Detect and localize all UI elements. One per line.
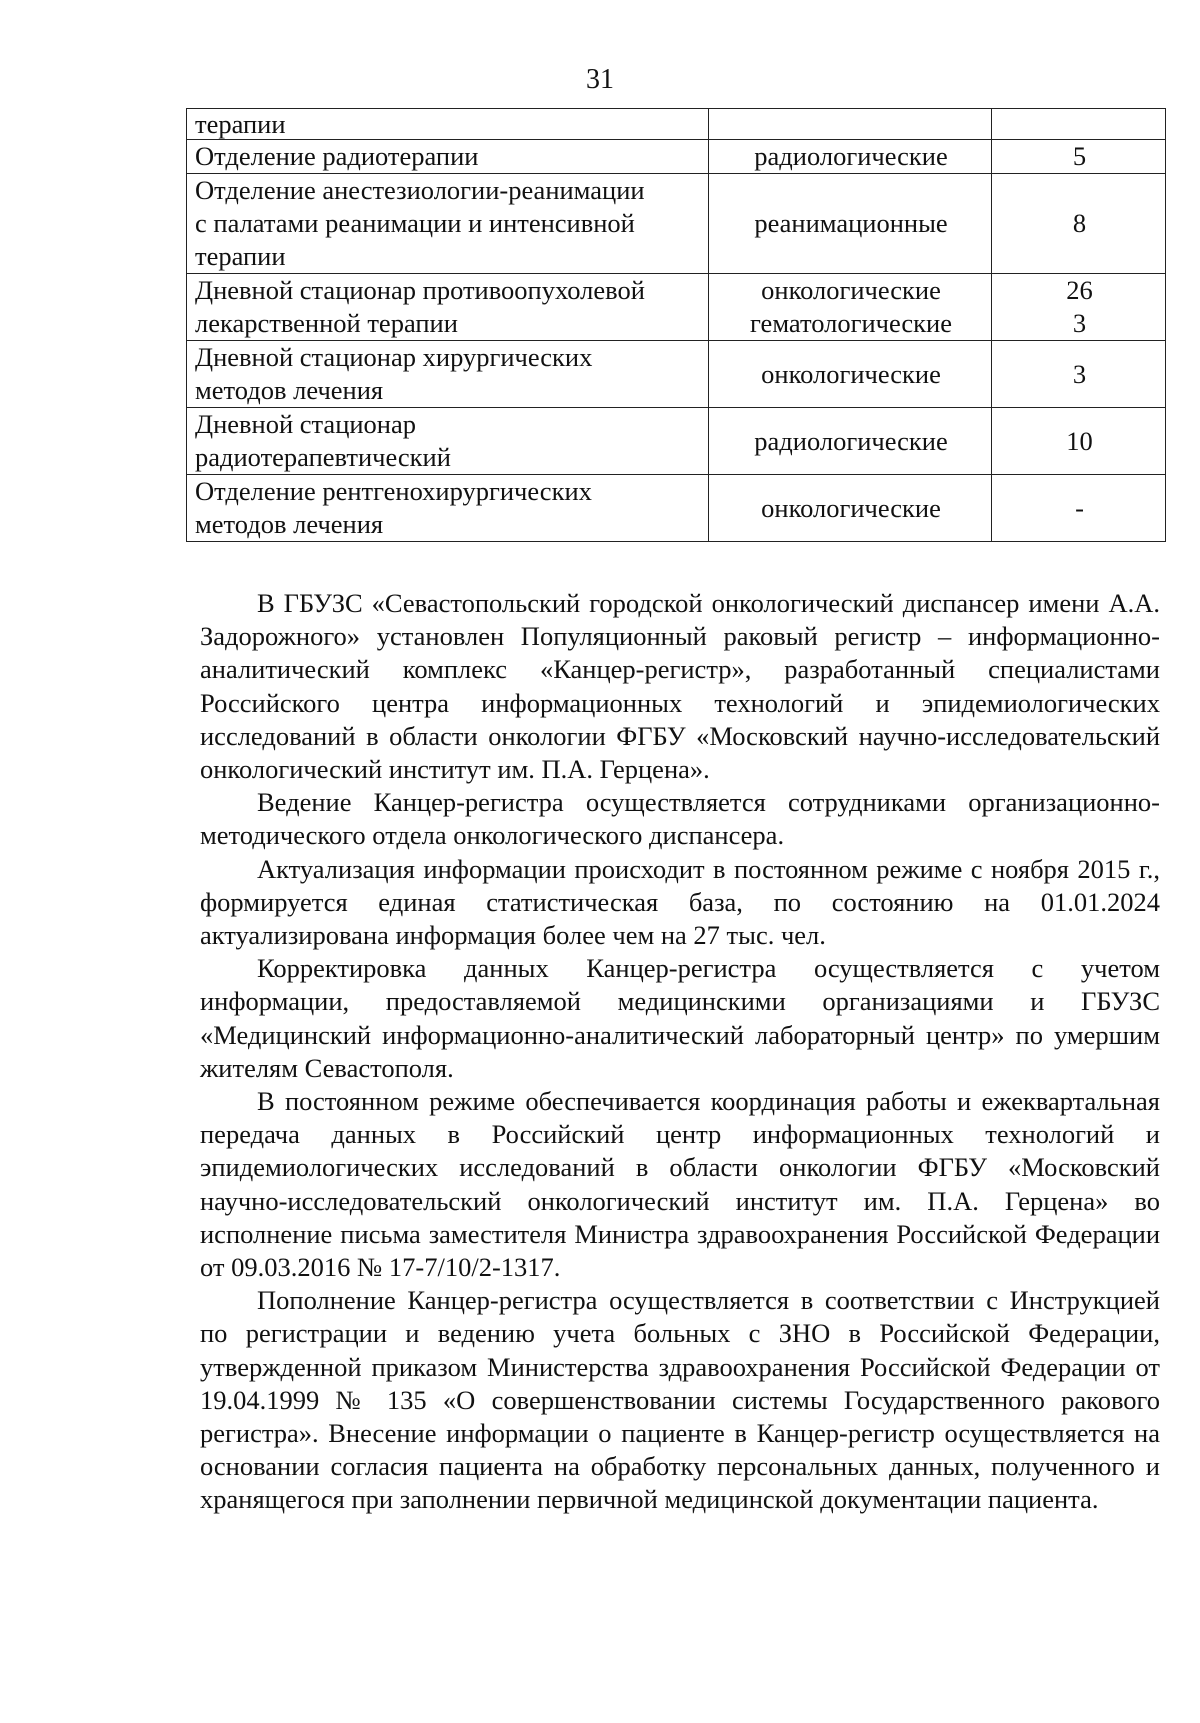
department-name-line: методов лечения [195, 509, 384, 539]
table-row [187, 174, 1166, 274]
paragraph: Корректировка данных Канцер-регистра осуществляется с учетом информации, предоставляемой медицинскими организациями и ГБУЗС «Медицинский информационно-аналитический лабораторный центр» по умершим жителям Севастополя. [200, 953, 1160, 1083]
body-text [200, 587, 1160, 1517]
bed-count-cell [992, 109, 1166, 140]
department-name-cell [187, 174, 709, 274]
bed-count-cell [992, 140, 1166, 174]
bed-profile-text: онкологические [761, 492, 941, 523]
bed-profile-cell [709, 109, 992, 140]
bed-count-text: 3 [1072, 308, 1087, 338]
department-name-line: Дневной стационар [195, 409, 417, 439]
department-name-line: терапии [195, 109, 286, 139]
department-name-line: Дневной стационар противоопухолевой [195, 275, 645, 305]
bed-count-text: 3 [1072, 358, 1087, 389]
paragraph: Пополнение Канцер-регистра осуществляется в соответствии с Инструкцией по регистрации и ведению учета больных с ЗНО в Российской Федерации, утвержденной приказом Министерства здравоохранения Российской Федерации от 19.04.1999 № 135 «О совершенствовании системы Государственного ракового регистра». Внесение информации о пациенте в Канцер-регистр осуществляется на основании согласия пациента на обработку персональных данных, полученного и хранящегося при заполнении первичной медицинской документации пациента. [200, 1285, 1160, 1515]
bed-profile-text: радиологические [754, 141, 948, 171]
department-name-line: с палатами реанимации и интенсивной [195, 208, 635, 238]
department-name-line: Отделение анестезиологии-реанимации [195, 175, 645, 205]
page-number: 31 [586, 64, 614, 95]
table-row [187, 140, 1166, 174]
table-row [187, 408, 1166, 475]
bed-profile-text: гематологические [750, 308, 952, 338]
bed-profile-cell [709, 174, 992, 274]
table-row [187, 109, 1166, 140]
bed-profile-cell [709, 274, 992, 341]
bed-profile-text: онкологические [761, 275, 941, 305]
paragraph: В постоянном режиме обеспечивается координация работы и ежеквартальная передача данных в Российский центр информационных технологий и эпидемиологических исследований в области онкологии ФГБУ «Московский научно-исследовательский онкологический институт им. П.А. Герцена» во исполнение письма заместителя Министра здравоохранения Российской Федерации от 09.03.2016 № 17-7/10/2-1317. [200, 1086, 1160, 1283]
bed-count-text: 5 [1072, 141, 1087, 171]
bed-profile-cell [709, 140, 992, 174]
bed-count-text: 10 [1066, 425, 1093, 456]
bed-profile-text: радиологические [754, 425, 948, 456]
department-name-cell [187, 274, 709, 341]
bed-count-cell [992, 475, 1166, 542]
bed-profile-cell [709, 475, 992, 542]
department-name-cell [187, 341, 709, 408]
bed-profile-text: онкологические [761, 358, 941, 389]
departments-table [186, 108, 1166, 542]
department-name-cell [187, 109, 709, 140]
department-name-cell [187, 140, 709, 174]
bed-count-cell [992, 274, 1166, 341]
department-name-line: Отделение рентгенохирургических [195, 476, 592, 506]
bed-profile-cell [709, 408, 992, 475]
paragraph: Актуализация информации происходит в постоянном режиме с ноября 2015 г., формируется единая статистическая база, по состоянию на 01.01.2024 актуализирована информация более чем на 27 тыс. чел. [200, 853, 1160, 951]
table-row [187, 341, 1166, 408]
department-name-line: радиотерапевтический [195, 442, 451, 472]
department-name-line: терапии [195, 241, 286, 271]
paragraph: В ГБУЗС «Севастопольский городской онкологический диспансер имени А.А. Задорожного» установлен Популяционный раковый регистр – информационно-аналитический комплекс «Канцер-регистр», разработанный специалистами Российского центра информационных технологий и эпидемиологических исследований в области онкологии ФГБУ «Московский научно-исследовательский онкологический институт им. П.А. Герцена». [200, 588, 1160, 785]
department-name-line: Дневной стационар хирургических [195, 342, 593, 372]
bed-profile-cell [709, 341, 992, 408]
bed-count-text: - [1075, 492, 1084, 523]
department-name-line: методов лечения [195, 375, 384, 405]
bed-count-cell [992, 341, 1166, 408]
paragraph: Ведение Канцер-регистра осуществляется сотрудниками организационно-методического отдела онкологического диспансера. [200, 787, 1160, 851]
department-name-line: лекарственной терапии [195, 308, 458, 338]
bed-count-cell [992, 408, 1166, 475]
department-name-cell [187, 408, 709, 475]
table-row [187, 475, 1166, 542]
bed-count-text: 8 [1072, 208, 1087, 238]
department-name-cell [187, 475, 709, 542]
bed-count-text: 26 [1066, 275, 1093, 305]
table-row [187, 274, 1166, 341]
bed-profile-text: реанимационные [754, 208, 948, 238]
department-name-line: Отделение радиотерапии [195, 141, 479, 171]
bed-count-cell [992, 174, 1166, 274]
